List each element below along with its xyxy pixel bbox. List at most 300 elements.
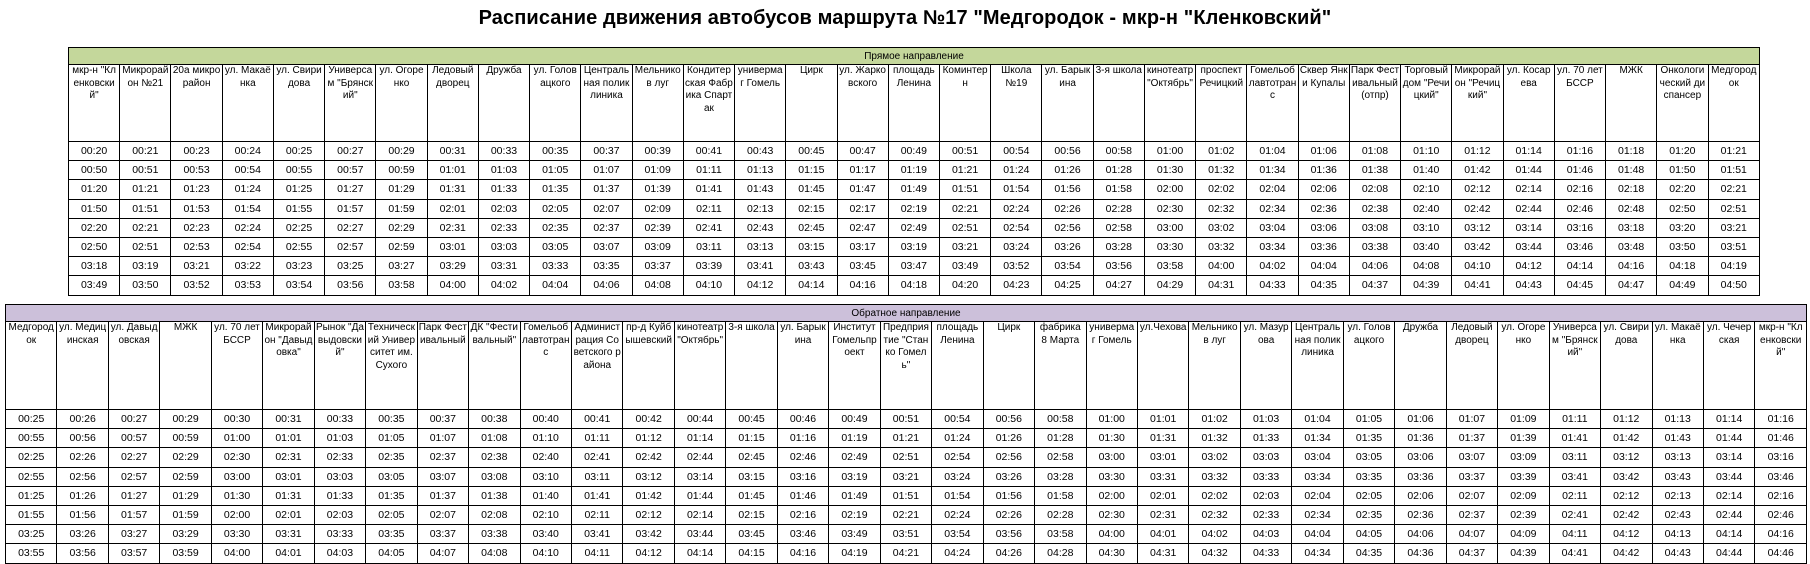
stop-header: МЖК	[160, 322, 211, 410]
time-cell: 02:03	[314, 505, 365, 524]
time-cell: 01:18	[1606, 142, 1657, 161]
time-cell: 04:35	[1298, 276, 1349, 295]
time-cell: 04:36	[1395, 544, 1446, 563]
time-cell: 02:41	[1549, 505, 1600, 524]
time-cell: 02:58	[1035, 448, 1086, 467]
time-cell: 02:33	[1240, 505, 1291, 524]
time-cell: 02:50	[69, 237, 120, 256]
time-cell: 01:46	[777, 486, 828, 505]
time-cell: 00:37	[581, 142, 632, 161]
time-cell: 01:40	[1401, 161, 1452, 180]
stop-header: Ледовый дворец	[1446, 322, 1497, 410]
time-cell: 04:20	[939, 276, 990, 295]
time-cell: 03:01	[427, 237, 478, 256]
time-cell: 00:37	[417, 410, 468, 429]
time-cell: 03:46	[777, 525, 828, 544]
time-cell: 02:56	[1042, 218, 1093, 237]
time-cell: 01:37	[581, 180, 632, 199]
time-cell: 02:19	[829, 505, 880, 524]
time-cell: 02:07	[1446, 486, 1497, 505]
time-cell: 00:27	[325, 142, 376, 161]
time-cell: 03:18	[1606, 218, 1657, 237]
time-cell: 03:53	[222, 276, 273, 295]
time-cell: 03:33	[530, 257, 581, 276]
time-cell: 03:02	[1189, 448, 1240, 467]
stop-header: Школа №19	[991, 65, 1042, 142]
time-cell: 00:58	[1035, 410, 1086, 429]
time-cell: 03:52	[171, 276, 222, 295]
time-cell: 04:32	[1189, 544, 1240, 563]
table-row	[6, 505, 1807, 524]
time-cell: 01:20	[1657, 142, 1708, 161]
time-cell: 04:00	[427, 276, 478, 295]
time-cell: 04:34	[1292, 544, 1343, 563]
time-cell: 01:31	[427, 180, 478, 199]
time-cell: 01:00	[1086, 410, 1137, 429]
time-cell: 01:25	[273, 180, 324, 199]
time-cell: 03:05	[366, 467, 417, 486]
time-cell: 03:30	[1086, 467, 1137, 486]
time-cell: 02:46	[1554, 199, 1605, 218]
time-cell: 00:54	[222, 161, 273, 180]
time-cell: 03:13	[735, 237, 786, 256]
time-cell: 03:16	[1755, 448, 1807, 467]
time-cell: 02:44	[674, 448, 725, 467]
time-cell: 03:46	[1755, 467, 1807, 486]
time-cell: 03:02	[1196, 218, 1247, 237]
stop-header: Коминтерн	[939, 65, 990, 142]
time-cell: 03:56	[57, 544, 108, 563]
time-cell: 02:42	[623, 448, 674, 467]
time-cell: 01:38	[469, 486, 520, 505]
time-cell: 01:08	[1349, 142, 1400, 161]
time-cell: 04:37	[1349, 276, 1400, 295]
time-cell: 02:14	[1703, 486, 1754, 505]
time-cell: 01:24	[991, 161, 1042, 180]
time-cell: 03:38	[469, 525, 520, 544]
time-cell: 04:14	[1554, 257, 1605, 276]
time-cell: 03:29	[160, 525, 211, 544]
time-cell: 01:36	[1298, 161, 1349, 180]
time-cell: 03:03	[478, 237, 529, 256]
time-cell: 01:32	[1196, 161, 1247, 180]
time-cell: 00:44	[674, 410, 725, 429]
time-cell: 04:13	[1652, 525, 1703, 544]
time-cell: 01:23	[171, 180, 222, 199]
backward-header-row	[6, 322, 1807, 410]
time-cell: 01:27	[325, 180, 376, 199]
table-row	[6, 448, 1807, 467]
time-cell: 03:59	[160, 544, 211, 563]
stop-header: Институт Гомельпроект	[829, 322, 880, 410]
time-cell: 00:26	[57, 410, 108, 429]
time-cell: 02:26	[57, 448, 108, 467]
time-cell: 02:37	[1446, 505, 1497, 524]
time-cell: 00:35	[366, 410, 417, 429]
stop-header: площадь Ленина	[932, 322, 983, 410]
stop-header: Центральная поликлиника	[1292, 322, 1343, 410]
time-cell: 01:51	[120, 199, 171, 218]
time-cell: 03:54	[273, 276, 324, 295]
time-cell: 03:44	[674, 525, 725, 544]
time-cell: 02:00	[1086, 486, 1137, 505]
time-cell: 02:04	[1292, 486, 1343, 505]
time-cell: 01:15	[726, 429, 777, 448]
stop-header: Дружба	[478, 65, 529, 142]
time-cell: 01:37	[417, 486, 468, 505]
time-cell: 03:51	[880, 525, 931, 544]
time-cell: 03:31	[478, 257, 529, 276]
time-cell: 02:51	[120, 237, 171, 256]
time-cell: 02:30	[1144, 199, 1195, 218]
time-cell: 01:49	[829, 486, 880, 505]
time-cell: 00:49	[829, 410, 880, 429]
page-title: Расписание движения автобусов маршрута №17 "Медгородок - мкр-н "Кленковский"	[478, 7, 1332, 29]
time-cell: 01:41	[683, 180, 734, 199]
time-cell: 03:41	[1549, 467, 1600, 486]
stop-header: 20а микрорайон	[171, 65, 222, 142]
time-cell: 02:27	[325, 218, 376, 237]
time-cell: 01:35	[530, 180, 581, 199]
time-cell: 01:38	[1349, 161, 1400, 180]
time-cell: 01:05	[1343, 410, 1394, 429]
time-cell: 01:00	[1144, 142, 1195, 161]
time-cell: 01:46	[1755, 429, 1807, 448]
time-cell: 01:12	[623, 429, 674, 448]
time-cell: 00:31	[263, 410, 314, 429]
time-cell: 04:37	[1446, 544, 1497, 563]
time-cell: 01:21	[880, 429, 931, 448]
stop-header: пр-д Куйбышевский	[623, 322, 674, 410]
time-cell: 03:14	[1503, 218, 1554, 237]
time-cell: 03:00	[211, 467, 262, 486]
time-cell: 02:12	[1601, 486, 1652, 505]
time-cell: 01:10	[520, 429, 571, 448]
time-cell: 03:01	[1137, 448, 1188, 467]
time-cell: 04:35	[1343, 544, 1394, 563]
time-cell: 04:45	[1554, 276, 1605, 295]
time-cell: 01:06	[1298, 142, 1349, 161]
time-cell: 01:56	[57, 505, 108, 524]
stop-header: ул. Свиридова	[1601, 322, 1652, 410]
time-cell: 02:55	[273, 237, 324, 256]
time-cell: 02:29	[160, 448, 211, 467]
time-cell: 01:02	[1189, 410, 1240, 429]
time-cell: 03:19	[120, 257, 171, 276]
time-cell: 04:12	[1601, 525, 1652, 544]
time-cell: 02:57	[108, 467, 159, 486]
time-cell: 03:37	[632, 257, 683, 276]
time-cell: 00:27	[108, 410, 159, 429]
stop-header: 3-я школа	[726, 322, 777, 410]
time-cell: 03:56	[1093, 257, 1144, 276]
time-cell: 00:41	[683, 142, 734, 161]
time-cell: 03:33	[314, 525, 365, 544]
time-cell: 02:38	[1349, 199, 1400, 218]
time-cell: 02:39	[1498, 505, 1549, 524]
time-cell: 03:03	[1240, 448, 1291, 467]
time-cell: 01:46	[1554, 161, 1605, 180]
time-cell: 03:51	[1708, 237, 1760, 256]
time-cell: 01:03	[478, 161, 529, 180]
time-cell: 01:09	[632, 161, 683, 180]
time-cell: 02:45	[726, 448, 777, 467]
table-row	[6, 544, 1807, 563]
time-cell: 02:54	[991, 218, 1042, 237]
time-cell: 03:52	[991, 257, 1042, 276]
time-cell: 02:18	[1606, 180, 1657, 199]
time-cell: 00:40	[520, 410, 571, 429]
time-cell: 02:43	[1652, 505, 1703, 524]
time-cell: 04:00	[1196, 257, 1247, 276]
time-cell: 02:28	[1093, 199, 1144, 218]
time-cell: 03:49	[829, 525, 880, 544]
time-cell: 01:21	[939, 161, 990, 180]
time-cell: 01:19	[888, 161, 939, 180]
time-cell: 04:11	[1549, 525, 1600, 544]
time-cell: 02:36	[1298, 199, 1349, 218]
time-cell: 03:14	[1703, 448, 1754, 467]
time-cell: 03:19	[888, 237, 939, 256]
time-cell: 02:31	[263, 448, 314, 467]
time-cell: 01:51	[880, 486, 931, 505]
stop-header: ул. Огоренко	[376, 65, 427, 142]
table-row	[6, 525, 1807, 544]
time-cell: 02:10	[520, 505, 571, 524]
time-cell: 02:30	[1086, 505, 1137, 524]
time-cell: 00:46	[777, 410, 828, 429]
time-cell: 02:13	[1652, 486, 1703, 505]
time-cell: 01:30	[1086, 429, 1137, 448]
time-cell: 02:59	[376, 237, 427, 256]
time-cell: 03:21	[939, 237, 990, 256]
time-cell: 03:56	[983, 525, 1034, 544]
time-cell: 04:14	[786, 276, 837, 295]
time-cell: 01:06	[1395, 410, 1446, 429]
time-cell: 02:42	[1452, 199, 1503, 218]
time-cell: 02:09	[632, 199, 683, 218]
time-cell: 02:21	[880, 505, 931, 524]
time-cell: 01:33	[1240, 429, 1291, 448]
time-cell: 04:25	[1042, 276, 1093, 295]
time-cell: 03:54	[932, 525, 983, 544]
time-cell: 03:12	[1601, 448, 1652, 467]
time-cell: 01:13	[1652, 410, 1703, 429]
time-cell: 04:09	[1498, 525, 1549, 544]
time-cell: 02:35	[1343, 505, 1394, 524]
time-cell: 04:07	[417, 544, 468, 563]
time-cell: 01:50	[69, 199, 120, 218]
time-cell: 02:35	[530, 218, 581, 237]
stop-header: ул. Косарева	[1503, 65, 1554, 142]
forward-header-row	[69, 65, 1760, 142]
time-cell: 01:48	[1606, 161, 1657, 180]
time-cell: 03:35	[366, 525, 417, 544]
time-cell: 00:54	[991, 142, 1042, 161]
time-cell: 02:01	[263, 505, 314, 524]
stop-header: Микрорайон "Речицкий"	[1452, 65, 1503, 142]
time-cell: 01:29	[160, 486, 211, 505]
time-cell: 01:07	[1446, 410, 1497, 429]
stop-header: Микрорайон "Давыдовка"	[263, 322, 314, 410]
time-cell: 02:21	[939, 199, 990, 218]
time-cell: 03:34	[1247, 237, 1298, 256]
time-cell: 03:21	[171, 257, 222, 276]
time-cell: 03:54	[1042, 257, 1093, 276]
time-cell: 01:30	[211, 486, 262, 505]
time-cell: 02:16	[777, 505, 828, 524]
time-cell: 01:33	[478, 180, 529, 199]
stop-header: Медгородок	[1708, 65, 1760, 142]
stop-header: Медгородок	[6, 322, 57, 410]
time-cell: 02:15	[726, 505, 777, 524]
time-cell: 04:04	[1292, 525, 1343, 544]
time-cell: 01:54	[991, 180, 1042, 199]
time-cell: 04:02	[1189, 525, 1240, 544]
time-cell: 01:44	[1703, 429, 1754, 448]
time-cell: 02:56	[983, 448, 1034, 467]
time-cell: 01:21	[1708, 142, 1760, 161]
stop-header: ул. Давыдовская	[108, 322, 159, 410]
time-cell: 01:04	[1292, 410, 1343, 429]
time-cell: 03:23	[273, 257, 324, 276]
time-cell: 02:40	[1401, 199, 1452, 218]
time-cell: 03:12	[623, 467, 674, 486]
time-cell: 03:37	[1446, 467, 1497, 486]
time-cell: 01:01	[263, 429, 314, 448]
time-cell: 02:08	[1349, 180, 1400, 199]
time-cell: 03:45	[726, 525, 777, 544]
time-cell: 03:10	[520, 467, 571, 486]
time-cell: 03:15	[726, 467, 777, 486]
backward-schedule-table	[5, 304, 1807, 564]
time-cell: 01:26	[57, 486, 108, 505]
time-cell: 03:13	[1652, 448, 1703, 467]
time-cell: 03:36	[1395, 467, 1446, 486]
time-cell: 02:33	[314, 448, 365, 467]
time-cell: 02:13	[735, 199, 786, 218]
time-cell: 03:29	[427, 257, 478, 276]
time-cell: 04:18	[888, 276, 939, 295]
stop-header: ул. 70 лет БССР	[1554, 65, 1605, 142]
time-cell: 00:35	[530, 142, 581, 161]
time-cell: 02:57	[325, 237, 376, 256]
time-cell: 02:10	[1401, 180, 1452, 199]
time-cell: 03:20	[1657, 218, 1708, 237]
time-cell: 01:26	[983, 429, 1034, 448]
time-cell: 00:57	[108, 429, 159, 448]
time-cell: 02:09	[1498, 486, 1549, 505]
stop-header: мкр-н "Кленковский"	[69, 65, 120, 142]
time-cell: 02:12	[1452, 180, 1503, 199]
time-cell: 00:55	[6, 429, 57, 448]
time-cell: 03:27	[376, 257, 427, 276]
time-cell: 04:19	[829, 544, 880, 563]
time-cell: 00:45	[786, 142, 837, 161]
time-cell: 03:30	[1144, 237, 1195, 256]
time-cell: 03:41	[571, 525, 622, 544]
time-cell: 02:19	[888, 199, 939, 218]
time-cell: 04:02	[478, 276, 529, 295]
time-cell: 00:56	[1042, 142, 1093, 161]
time-cell: 03:45	[837, 257, 888, 276]
time-cell: 02:05	[530, 199, 581, 218]
time-cell: 00:29	[376, 142, 427, 161]
time-cell: 00:20	[69, 142, 120, 161]
time-cell: 04:06	[1349, 257, 1400, 276]
table-row	[69, 161, 1760, 180]
time-cell: 01:05	[366, 429, 417, 448]
time-cell: 04:42	[1601, 544, 1652, 563]
time-cell: 04:18	[1657, 257, 1708, 276]
time-cell: 03:24	[991, 237, 1042, 256]
time-cell: 02:02	[1189, 486, 1240, 505]
time-cell: 04:06	[1395, 525, 1446, 544]
time-cell: 03:09	[632, 237, 683, 256]
time-cell: 02:03	[1240, 486, 1291, 505]
time-cell: 03:33	[1240, 467, 1291, 486]
time-cell: 01:02	[1196, 142, 1247, 161]
time-cell: 02:32	[1189, 505, 1240, 524]
time-cell: 04:49	[1657, 276, 1708, 295]
time-cell: 01:59	[160, 505, 211, 524]
time-cell: 01:34	[1247, 161, 1298, 180]
time-cell: 01:56	[1042, 180, 1093, 199]
time-cell: 03:15	[786, 237, 837, 256]
time-cell: 03:57	[108, 544, 159, 563]
time-cell: 01:54	[222, 199, 273, 218]
time-cell: 03:37	[417, 525, 468, 544]
time-cell: 01:17	[837, 161, 888, 180]
time-cell: 03:42	[623, 525, 674, 544]
time-cell: 04:10	[683, 276, 734, 295]
time-cell: 04:00	[211, 544, 262, 563]
time-cell: 02:41	[683, 218, 734, 237]
time-cell: 04:10	[1452, 257, 1503, 276]
time-cell: 02:33	[478, 218, 529, 237]
time-cell: 04:16	[1606, 257, 1657, 276]
time-cell: 02:24	[222, 218, 273, 237]
time-cell: 03:39	[1498, 467, 1549, 486]
time-cell: 03:50	[120, 276, 171, 295]
time-cell: 00:41	[571, 410, 622, 429]
table-row	[69, 257, 1760, 276]
time-cell: 01:41	[1549, 429, 1600, 448]
time-cell: 03:25	[6, 525, 57, 544]
time-cell: 03:19	[829, 467, 880, 486]
time-cell: 01:43	[735, 180, 786, 199]
time-cell: 02:28	[1035, 505, 1086, 524]
time-cell: 01:15	[786, 161, 837, 180]
table-row	[69, 199, 1760, 218]
time-cell: 03:11	[571, 467, 622, 486]
time-cell: 02:49	[829, 448, 880, 467]
time-cell: 03:26	[983, 467, 1034, 486]
time-cell: 04:15	[726, 544, 777, 563]
time-cell: 01:16	[1554, 142, 1605, 161]
time-cell: 04:16	[837, 276, 888, 295]
time-cell: 04:47	[1606, 276, 1657, 295]
stop-header: Предприятие "Станко Гомель"	[880, 322, 931, 410]
time-cell: 01:50	[1657, 161, 1708, 180]
time-cell: 01:57	[325, 199, 376, 218]
time-cell: 03:21	[1708, 218, 1760, 237]
time-cell: 04:33	[1240, 544, 1291, 563]
time-cell: 01:35	[1343, 429, 1394, 448]
time-cell: 02:58	[1093, 218, 1144, 237]
time-cell: 02:02	[1196, 180, 1247, 199]
time-cell: 03:44	[1703, 467, 1754, 486]
